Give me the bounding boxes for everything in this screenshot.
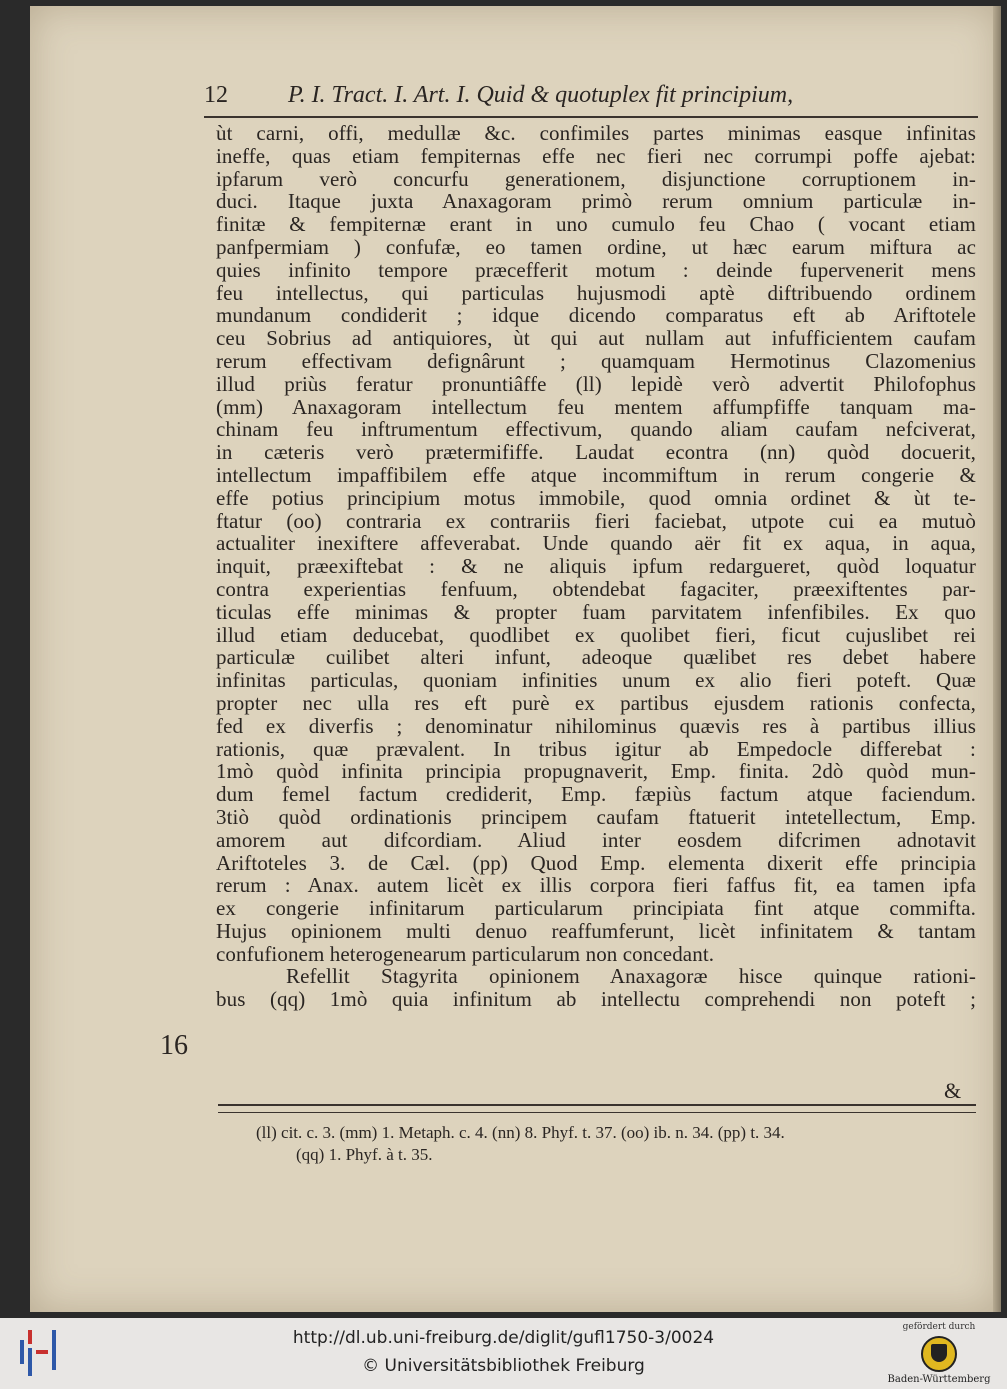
section-number: 16: [160, 1030, 188, 1061]
footnote-rule: [218, 1104, 976, 1106]
text-line: rerum effectivam defignârunt ; quamquam Hermotinus Clazomenius: [216, 348, 976, 373]
text-line: in cæteris verò prætermififfe. Laudat econtra (nn) quòd docuerit,: [216, 440, 976, 465]
catchword: &: [944, 1078, 962, 1103]
text-line: propter nec ulla res eft purè ex partibus ejusdem rationis confecta,: [216, 690, 976, 715]
text-line: fed ex diverfis ; denominatur nihilominus quævis res à partibus illius: [216, 713, 976, 738]
footnote-line: (qq) 1. Phyf. à t. 35.: [296, 1145, 433, 1164]
text-line: rerum : Anax. autem licèt ex illis corpora fieri faffus fit, ea tamen ipfa: [216, 873, 976, 898]
text-line: chinam feu inftrumentum effectivum, quando aliam caufam nefciverat,: [216, 417, 976, 442]
text-line: ipfarum verò concurfu generationem, disjunctione corruptionem in-: [216, 166, 976, 191]
text-line: contra experientias fenfuum, obtendebat fagaciter, præexiftentes par-: [216, 576, 976, 601]
text-line: 3tiò quòd ordinationis principem caufam ftatuerit intetellectum, Emp.: [216, 804, 976, 829]
text-line: finitæ & fempiternæ erant in uno cumulo feu Chao ( vocant etiam: [216, 212, 976, 237]
baden-wuerttemberg-seal-icon: [921, 1336, 957, 1372]
text-line: quies infinito tempore præcefferit motum : deinde fupervenerit mens: [216, 257, 976, 282]
text-line: ùt carni, offi, medullæ &c. confimiles partes minimas easque infinitas: [216, 121, 976, 145]
viewer-footer: [0, 1318, 1007, 1389]
text-line: effe potius principium motus immobile, quod omnia ordinet & ùt te-: [216, 485, 976, 510]
text-line: inquit, præexiftebat : & ne aliquis ipfum redargueret, quòd loquatur: [216, 554, 976, 579]
text-line: confufionem heterogenearum particularum non concedant.: [216, 941, 715, 966]
body-text: [216, 122, 976, 1011]
running-header: [204, 82, 974, 112]
sponsor-label: gefördert durch: [902, 1322, 976, 1332]
footnote-rule-thin: [218, 1112, 976, 1113]
sponsor-name: Baden-Württemberg: [887, 1374, 991, 1385]
text-line: ineffe, quas etiam fempiternas effe nec fieri nec corrumpi poffe ajebat:: [216, 143, 976, 168]
text-line: ticulas effe minimas & propter fuam parvitatem infenfibiles. Ex quo: [216, 599, 976, 624]
text-line: infinitas particulas, quoniam infinities unum ex alio fieri poteft. Quæ: [216, 668, 976, 693]
footnote-line: (ll) cit. c. 3. (mm) 1. Metaph. c. 4. (nn) 8. Phyf. t. 37. (oo) ib. n. 34. (pp) t. 34.: [256, 1123, 785, 1142]
text-line: feu intellectus, qui particulas hujusmodi aptè diftribuendo ordinem: [216, 280, 976, 305]
running-title: P. I. Tract. I. Art. I. Quid & quotuplex fit principium,: [288, 82, 794, 108]
text-line: illud etiam deducebat, quodlibet ex quolibet fieri, ficut cujuslibet rei: [216, 622, 976, 647]
text-line: illud priùs feratur pronuntiâffe (ll) lepidè verò advertit Philofophus: [216, 371, 976, 396]
text-line: 1mò quòd infinita principia propugnaverit, Emp. finita. 2dò quòd mun-: [216, 759, 976, 784]
footnotes: [256, 1122, 976, 1166]
text-line: particulæ cuilibet alteri infunt, adeoque quælibet res debet habere: [216, 645, 976, 670]
page-edge: [993, 6, 1001, 1312]
text-line: Hujus opinionem multi denuo reaffumferunt, licèt infinitatem & tantam: [216, 918, 976, 943]
text-line: ex congerie infinitarum particularum principiata fint atque commifta.: [216, 896, 976, 921]
text-line: ftatur (oo) contraria ex contrariis fieri faciebat, utpote cui ea mutuò: [216, 508, 976, 533]
text-line: duci. Itaque juxta Anaxagoram primò rerum omnium particulæ in-: [216, 189, 976, 214]
copyright-notice: © Universitätsbibliothek Freiburg: [362, 1356, 645, 1376]
text-line: dum femel factum crediderit, Emp. fæpiùs factum atque faciendum.: [216, 782, 976, 807]
text-line: intellectum impaffibilem effe atque incommiftum in rerum congerie &: [216, 462, 976, 487]
text-line: Refellit Stagyrita opinionem Anaxagoræ hisce quinque rationi-: [286, 964, 976, 989]
text-line: (mm) Anaxagoram intellectum feu mentem affumpfiffe tanquam ma-: [216, 394, 976, 419]
header-rule: [204, 116, 978, 118]
document-url-link[interactable]: http://dl.ub.uni-freiburg.de/diglit/gufl1750-3/0024: [292, 1328, 715, 1348]
text-line: panfpermiam ) confufæ, eo tamen ordine, ut hæc earum miftura ac: [216, 234, 976, 259]
text-line: amorem aut difcordiam. Aliud inter eosdem difcrimen adnotavit: [216, 827, 976, 852]
text-line: bus (qq) 1mò quia infinitum ab intellectu comprehendi non poteft ;: [216, 987, 976, 1012]
text-line: actualiter inexiftere affeverabat. Unde quando aër fit ex aqua, in aqua,: [216, 531, 976, 556]
page-number: 12: [204, 82, 228, 108]
sponsor-block: [879, 1322, 999, 1385]
text-line: mundanum condiderit ; idque dicendo comparatus eft ab Ariftotele: [216, 303, 976, 328]
text-line: Ariftoteles 3. de Cæl. (pp) Quod Emp. elementa dixerit effe principia: [216, 850, 976, 875]
text-line: ceu Sobrius ad antiquiores, ùt qui aut nullam aut infufficientem caufam: [216, 326, 976, 351]
text-line: rationis, quæ prævalent. In tribus igitur ab Empedocle differebat :: [216, 736, 976, 761]
